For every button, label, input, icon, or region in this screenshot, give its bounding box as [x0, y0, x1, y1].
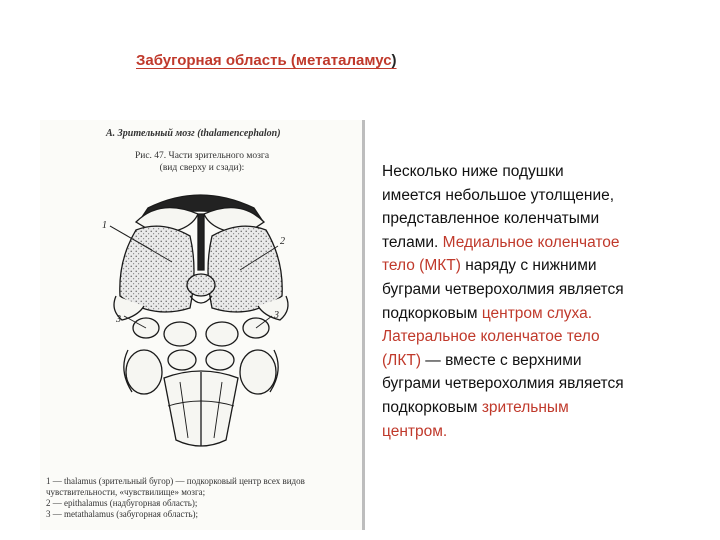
anatomy-figure: [40, 120, 365, 530]
body-line: [382, 231, 712, 255]
body-line: [382, 349, 712, 373]
body-line: [382, 396, 712, 420]
highlight-mgb-term: Медиальное коленчатое: [442, 233, 620, 251]
slide-title: [136, 52, 397, 69]
callout-3-right: 3: [274, 310, 279, 321]
highlight-hearing-center: центром слуха.: [481, 304, 593, 322]
body-paragraph: [382, 160, 712, 443]
legend-line: 3 — metathalamus (забугорная область);: [46, 509, 199, 519]
highlight-center: центром.: [382, 422, 448, 440]
body-line: буграми четверохолмия является: [382, 280, 624, 298]
highlight-lgb-term: Латеральное коленчатое тело: [382, 328, 600, 346]
body-text-run: телами.: [382, 233, 443, 251]
highlight-visual: зрительным: [481, 398, 569, 416]
body-line: [382, 254, 712, 278]
slide-title-close-paren: ): [391, 52, 397, 69]
figure-caption-line: (вид сверху и сзади):: [159, 163, 245, 173]
highlight-lgb-abbr: (ЛКТ): [382, 351, 421, 369]
body-line: представленное коленчатыми: [382, 210, 600, 228]
body-line: [382, 302, 712, 326]
slide-title-text: Забугорная область (метаталамус: [136, 52, 392, 69]
figure-caption-line: Рис. 47. Части зрительного мозга: [134, 151, 270, 161]
callout-1: 1: [102, 220, 107, 231]
body-text-run: — вместе с верхними: [421, 351, 582, 369]
figure-legend: [46, 476, 358, 520]
body-text-run: наряду с нижними: [460, 257, 597, 275]
body-text-run: подкорковым: [382, 304, 482, 322]
body-line: буграми четверохолмия является: [382, 375, 624, 393]
body-text-run: подкорковым: [382, 398, 482, 416]
callout-2: 2: [280, 236, 285, 247]
legend-line: чувствительности, «чувствилище» мозга;: [46, 487, 206, 497]
legend-line: 1 — thalamus (зрительный бугор) — подкорковый центр всех видов: [46, 476, 305, 486]
highlight-mgb-abbr: тело (МКТ): [382, 257, 461, 275]
callout-3-left: 3: [116, 314, 121, 325]
figure-section-label: А. Зрительный мозг (thalamencephalon): [106, 128, 281, 139]
legend-line: 2 — epithalamus (надбугорная область);: [46, 498, 198, 508]
brainstem-illustration: [40, 120, 362, 460]
body-line: имеется небольшое утолщение,: [382, 186, 615, 204]
body-line: Несколько ниже подушки: [382, 163, 564, 180]
